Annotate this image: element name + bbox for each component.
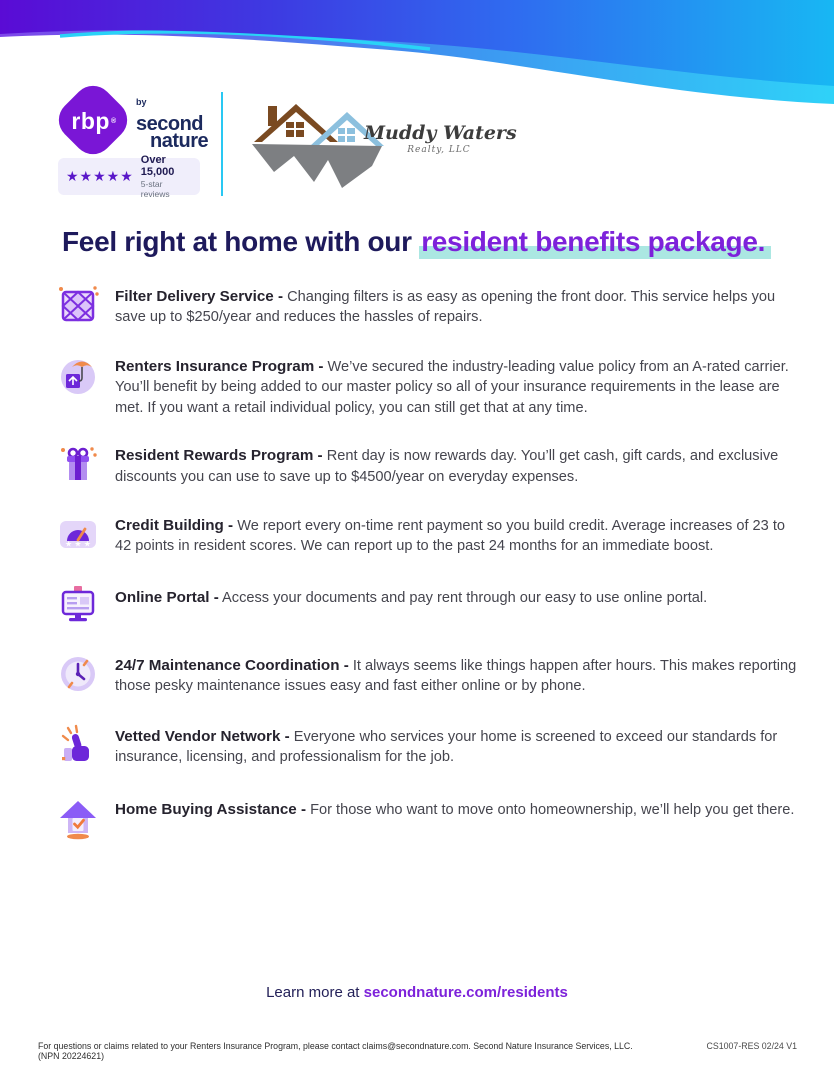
benefit-title: 24/7 Maintenance Coordination - [115, 656, 349, 674]
benefit-description: We’ve secured the industry-leading value policy from an A-rated carrier. You’ll benefit by being added to our master policy so all of your insurance requirements in the lease are met. If you want a retail individual policy, you can still get that at any time. [115, 358, 789, 416]
rbp-logo [58, 86, 218, 160]
reviews-count: Over 15,000 [140, 154, 175, 178]
benefit-description: Everyone who services your home is screened to exceed our standards for insurance, licensing, and professionalism for the job. [115, 728, 778, 766]
five-stars-icon: ★★★★★ [66, 168, 134, 184]
list-item [56, 652, 798, 697]
benefit-description: It always seems like things happen after hours. This makes reporting those pesky maintenance issues easy and fast either online or by phone. [115, 657, 797, 695]
partner-subtitle: Realty, LLC [407, 145, 471, 155]
partner-logo [244, 94, 517, 198]
brand-line-1: second [136, 113, 204, 135]
monitor-icon [56, 584, 100, 628]
rbp-badge-icon [58, 86, 130, 158]
list-item [56, 723, 798, 768]
second-nature-wordmark [136, 98, 218, 151]
clock-icon [56, 652, 100, 696]
benefit-title: Online Portal - [115, 588, 219, 606]
list-item [56, 512, 798, 557]
benefit-description: Changing filters is as easy as opening the front door. This service helps you save up to $250/year and reduces the hassles of repairs. [115, 289, 776, 326]
benefit-title: Resident Rewards Program - [115, 447, 323, 465]
logo-divider [221, 92, 223, 196]
list-item [56, 796, 798, 840]
reviews-badge [58, 154, 200, 199]
house-check-icon [56, 796, 100, 840]
list-item [56, 283, 798, 328]
learn-more-line [0, 984, 834, 1001]
list-item [56, 353, 798, 418]
insurance-disclaimer: For questions or claims related to your Renters Insurance Program, please contact claims@secondnature.com. Second Nature Insurance Services, LLC. (NPN 20224621) [38, 1041, 633, 1061]
rbp-logo-text: rbp [71, 107, 110, 134]
headline-highlight: resident benefits package. [419, 226, 771, 259]
page-title [62, 226, 802, 258]
rbp-trademark: ® [110, 117, 117, 125]
benefits-list [56, 283, 798, 840]
benefit-description: Access your documents and pay rent through our easy to use online portal. [222, 589, 708, 606]
filter-icon [56, 283, 100, 327]
brand-line-2: nature [150, 130, 209, 152]
gauge-icon [56, 512, 100, 556]
benefit-title: Home Buying Assistance - [115, 801, 307, 819]
learn-more-link[interactable]: secondnature.com/residents [363, 984, 568, 1001]
benefit-title: Filter Delivery Service - [115, 288, 283, 305]
umbrella-icon [56, 353, 100, 397]
gift-icon [56, 442, 100, 486]
by-label: by [136, 97, 147, 107]
document-code: CS1007-RES 02/24 V1 [706, 1041, 797, 1051]
benefit-title: Vetted Vendor Network - [115, 727, 290, 745]
partner-name: Muddy Waters Realty, LLC [364, 122, 517, 155]
reviews-caption: 5-star reviews [140, 179, 170, 199]
list-item [56, 584, 798, 628]
thumbs-up-icon [56, 723, 100, 767]
benefit-description: We report every on-time rent payment so you build credit. Average increases of 23 to 42 points in resident scores. We can report up to the past 24 months for an immediate boost. [115, 517, 786, 555]
headline-prefix: Feel right at home with our [62, 226, 412, 257]
list-item [56, 442, 798, 487]
svg-text:★ ★ ★: ★ ★ ★ [65, 539, 91, 549]
learn-more-prefix: Learn more at [266, 984, 360, 1001]
benefit-title: Credit Building - [115, 516, 234, 534]
benefit-description: Rent day is now rewards day. You’ll get cash, gift cards, and exclusive discounts you can use to save up to $4500/year on everyday expenses. [115, 448, 779, 485]
benefit-title: Renters Insurance Program - [115, 357, 324, 375]
benefit-description: For those who want to move onto homeownership, we’ll help you get there. [310, 802, 795, 819]
